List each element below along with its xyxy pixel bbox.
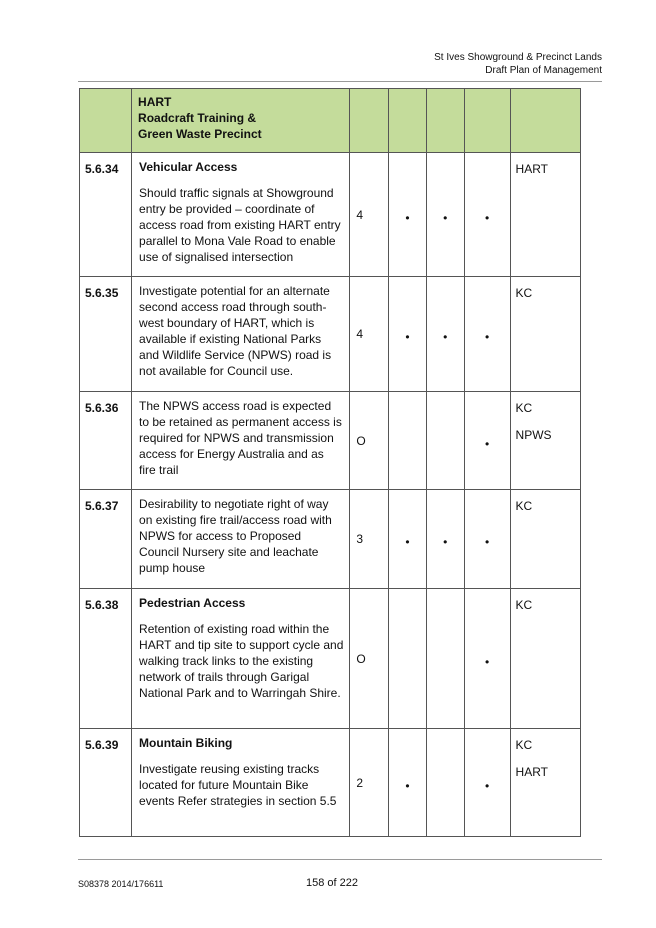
responsibility-cell bbox=[510, 277, 580, 392]
header-cell bbox=[510, 89, 580, 153]
timing-cell bbox=[389, 392, 427, 490]
priority-value: 4 bbox=[356, 327, 364, 341]
bullet-mark: • bbox=[405, 330, 410, 344]
header-cell bbox=[464, 89, 510, 153]
header-cell bbox=[80, 89, 132, 153]
item-number-cell bbox=[80, 729, 132, 837]
bullet-mark: • bbox=[405, 778, 410, 793]
bullet-mark: • bbox=[405, 535, 410, 549]
bullet-mark: • bbox=[443, 210, 448, 225]
priority-cell bbox=[350, 277, 389, 392]
responsible-party: KC bbox=[515, 401, 533, 415]
timing-cell bbox=[464, 589, 510, 729]
timing-cell bbox=[426, 277, 464, 392]
item-number: 5.6.38 bbox=[85, 598, 119, 612]
bullet-mark: • bbox=[484, 654, 490, 669]
item-number: 5.6.37 bbox=[85, 499, 119, 513]
item-number-cell bbox=[80, 490, 132, 589]
description-cell bbox=[132, 589, 350, 729]
timing-cell bbox=[464, 277, 510, 392]
bullet-mark: • bbox=[443, 535, 448, 549]
responsible-party: KC bbox=[515, 738, 533, 752]
responsible-party: HART bbox=[515, 765, 548, 779]
item-description: The NPWS access road is expected to be retained as permanent access is required for NPWS and transmission access for Energy Australia and as fire trail bbox=[139, 399, 342, 477]
timing-cell bbox=[389, 490, 427, 589]
description-cell bbox=[132, 729, 350, 837]
header-title: St Ives Showground & Precinct Lands bbox=[434, 52, 602, 63]
bullet-mark: • bbox=[484, 330, 490, 344]
table-row bbox=[80, 277, 581, 392]
responsibility-cell bbox=[510, 729, 580, 837]
header-cell bbox=[389, 89, 427, 153]
responsible-party: HART bbox=[515, 162, 548, 176]
responsibility-cell bbox=[510, 153, 580, 277]
item-description: Desirability to negotiate right of way on existing fire trail/access road with NPWS for access to Proposed Council Nursery site and leachate pump house bbox=[139, 497, 332, 575]
item-number-cell bbox=[80, 589, 132, 729]
responsible-party: KC bbox=[515, 598, 533, 612]
priority-value: 2 bbox=[356, 775, 364, 790]
responsible-party: KC bbox=[515, 499, 533, 513]
item-number-cell bbox=[80, 392, 132, 490]
priority-value: 4 bbox=[356, 207, 364, 222]
item-number: 5.6.34 bbox=[85, 162, 119, 176]
table-row bbox=[80, 392, 581, 490]
table-row bbox=[80, 589, 581, 729]
precinct-title: HART Roadcraft Training & Green Waste Precinct bbox=[138, 95, 262, 141]
item-number-cell bbox=[80, 153, 132, 277]
item-title: Vehicular Access bbox=[139, 160, 238, 174]
priority-value: O bbox=[356, 433, 366, 448]
bullet-mark: • bbox=[484, 778, 490, 793]
document-reference: S08378 2014/176611 bbox=[78, 879, 164, 889]
header-cell bbox=[350, 89, 389, 153]
timing-cell bbox=[389, 277, 427, 392]
timing-cell bbox=[389, 153, 427, 277]
description-cell bbox=[132, 392, 350, 490]
timing-cell bbox=[426, 729, 464, 837]
action-table bbox=[79, 88, 581, 837]
item-description: Investigate potential for an alternate second access road through south-west boundary of HART, which is available if existing National Parks and Wildlife Service (NPWS) road is not available for Council use. bbox=[139, 284, 332, 378]
item-number: 5.6.39 bbox=[85, 738, 119, 752]
item-description: Retention of existing road within the HART and tip site to support cycle and walking track links to the existing network of trails through Garigal National Park and to Warringah Shire. bbox=[139, 622, 344, 700]
timing-cell bbox=[426, 153, 464, 277]
page-number: 158 of 222 bbox=[306, 877, 358, 889]
description-cell bbox=[132, 490, 350, 589]
footer-rule bbox=[78, 859, 602, 860]
header-rule bbox=[78, 81, 602, 82]
priority-cell bbox=[350, 490, 389, 589]
timing-cell bbox=[464, 729, 510, 837]
item-description: Should traffic signals at Showground entry be provided – coordinate of access road from existing HART entry parallel to Mona Vale Road to enable use of signalised intersection bbox=[139, 186, 341, 264]
timing-cell bbox=[464, 153, 510, 277]
header-cell bbox=[426, 89, 464, 153]
priority-cell bbox=[350, 589, 389, 729]
responsible-party: KC bbox=[515, 286, 533, 300]
priority-cell bbox=[350, 153, 389, 277]
responsibility-cell bbox=[510, 589, 580, 729]
header-cell-precinct bbox=[132, 89, 350, 153]
item-title: Pedestrian Access bbox=[139, 596, 246, 610]
timing-cell bbox=[389, 589, 427, 729]
bullet-mark: • bbox=[484, 210, 490, 225]
bullet-mark: • bbox=[484, 535, 490, 549]
page-header bbox=[434, 51, 602, 77]
timing-cell bbox=[389, 729, 427, 837]
timing-cell bbox=[464, 392, 510, 490]
timing-cell bbox=[426, 392, 464, 490]
item-number: 5.6.36 bbox=[85, 401, 119, 415]
item-description: Investigate reusing existing tracks located for future Mountain Bike events Refer strategies in section 5.5 bbox=[139, 762, 337, 808]
timing-cell bbox=[464, 490, 510, 589]
table-row bbox=[80, 729, 581, 837]
description-cell bbox=[132, 153, 350, 277]
item-number: 5.6.35 bbox=[85, 286, 119, 300]
item-title: Mountain Biking bbox=[139, 736, 233, 750]
bullet-mark: • bbox=[484, 436, 490, 451]
priority-value: O bbox=[356, 651, 366, 666]
responsibility-cell bbox=[510, 490, 580, 589]
timing-cell bbox=[426, 490, 464, 589]
responsibility-cell bbox=[510, 392, 580, 490]
table-row bbox=[80, 490, 581, 589]
priority-cell bbox=[350, 729, 389, 837]
priority-value: 3 bbox=[356, 532, 364, 546]
responsible-party: NPWS bbox=[515, 428, 552, 442]
bullet-mark: • bbox=[443, 330, 448, 344]
description-cell bbox=[132, 277, 350, 392]
bullet-mark: • bbox=[405, 210, 410, 225]
priority-cell bbox=[350, 392, 389, 490]
table-row bbox=[80, 153, 581, 277]
table-header-row bbox=[80, 89, 581, 153]
header-subtitle: Draft Plan of Management bbox=[485, 65, 602, 76]
timing-cell bbox=[426, 589, 464, 729]
item-number-cell bbox=[80, 277, 132, 392]
